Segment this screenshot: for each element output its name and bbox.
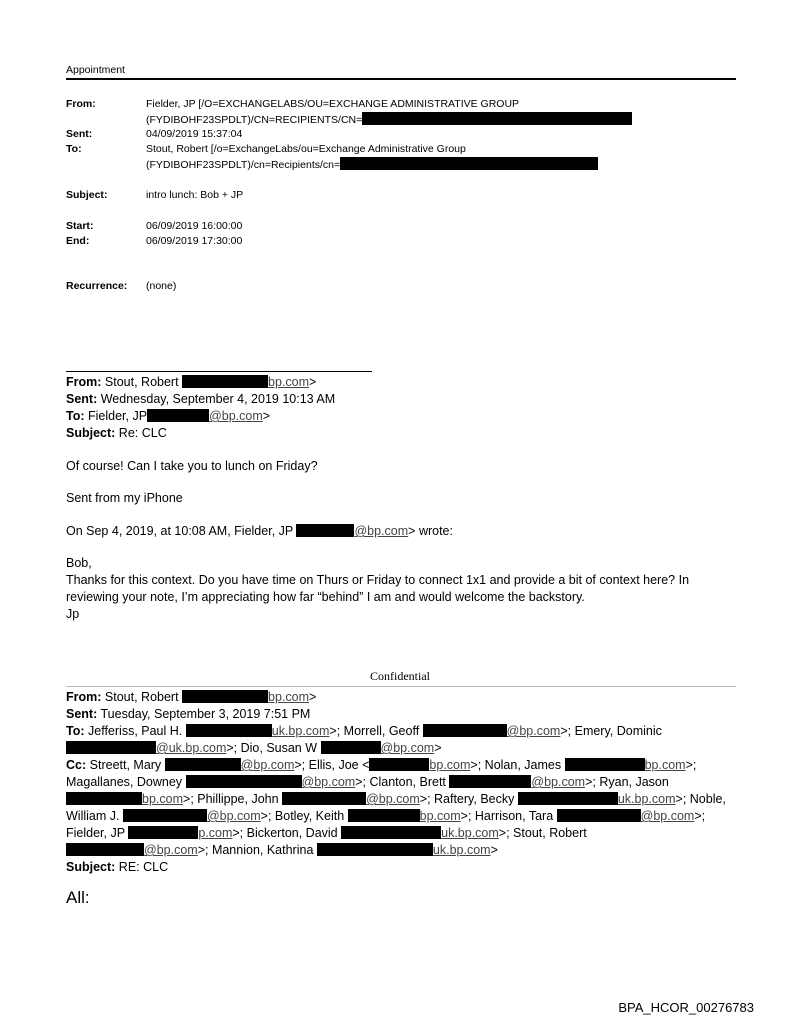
- email1-from: From: Stout, Robert bp.com>: [66, 375, 317, 389]
- redaction-bar: [348, 809, 420, 822]
- end-value: 06/09/2019 17:30:00: [146, 235, 243, 247]
- email2-to-line: To: Jefferiss, Paul H. uk.bp.com>; Morrell, Geoff @bp.com>; Emery, Dominic: [66, 724, 662, 738]
- email1-body-line: Of course! Can I take you to lunch on Friday?: [66, 459, 318, 473]
- redaction-bar: [182, 375, 268, 388]
- from-value-line1: Fielder, JP [/O=EXCHANGELABS/OU=EXCHANGE ADMINISTRATIVE GROUP: [146, 98, 520, 110]
- sent-label: Sent:: [66, 128, 93, 140]
- confidential-label: Confidential: [370, 669, 430, 683]
- subject-value: intro lunch: Bob + JP: [146, 189, 244, 201]
- page-divider: [66, 686, 736, 687]
- end-label: End:: [66, 235, 90, 247]
- redaction-bar: [449, 775, 531, 788]
- redaction-bar: [66, 741, 156, 754]
- recurrence-label: Recurrence:: [66, 280, 128, 292]
- email2-subject: Subject: RE: CLC: [66, 860, 169, 874]
- email2-cc-line: bp.com>; Phillippe, John @bp.com>; Raftery, Becky uk.bp.com>; Noble,: [66, 791, 726, 808]
- start-label: Start:: [66, 220, 94, 232]
- redaction-bar: [362, 112, 632, 125]
- to-value-line2: (FYDIBOHF23SPDLT)/cn=Recipients/cn=: [146, 157, 598, 173]
- email1-subject: Subject: Re: CLC: [66, 426, 167, 440]
- heading-rule: [66, 78, 736, 80]
- email2-cc-line: William J. @bp.com>; Botley, Keith bp.com>; Harrison, Tara @bp.com>;: [66, 809, 706, 823]
- redaction-bar: [147, 409, 209, 422]
- redaction-bar: [165, 758, 241, 771]
- redaction-bar: [123, 809, 207, 822]
- redaction-bar: [369, 758, 429, 771]
- redaction-bar: [282, 792, 366, 805]
- redaction-bar: [317, 843, 433, 856]
- email-separator: [66, 371, 372, 372]
- quoted-greeting: Bob,: [66, 556, 92, 570]
- email2-cc-line: Cc: Streett, Mary @bp.com>; Ellis, Joe < bp.com>; Nolan, James bp.com>;: [66, 758, 697, 772]
- redaction-bar: [186, 724, 272, 737]
- email1-sent: Sent: Wednesday, September 4, 2019 10:13 AM: [66, 392, 336, 406]
- redaction-bar: [341, 826, 441, 839]
- redaction-bar: [186, 775, 302, 788]
- bates-number: BPA_HCOR_00276783: [618, 1000, 754, 1015]
- subject-label: Subject:: [66, 189, 108, 201]
- email1-quote-intro: On Sep 4, 2019, at 10:08 AM, Fielder, JP @bp.com> wrote:: [66, 524, 453, 538]
- email2-cc-line: @bp.com>; Mannion, Kathrina uk.bp.com>: [66, 842, 498, 859]
- redaction-bar: [296, 524, 354, 537]
- quoted-body-line: Thanks for this context. Do you have time on Thurs or Friday to connect 1x1 and provide a bit of context here? In: [66, 573, 690, 587]
- quoted-body-line: reviewing your note, I’m appreciating how far “behind” I am and would welcome the backstory.: [66, 590, 585, 604]
- from-value-line2: (FYDIBOHF23SPDLT)/CN=RECIPIENTS/CN=: [146, 112, 632, 128]
- start-value: 06/09/2019 16:00:00: [146, 220, 243, 232]
- email2-sent: Sent: Tuesday, September 3, 2019 7:51 PM: [66, 707, 311, 721]
- document-heading: Appointment: [66, 64, 125, 76]
- to-value-line1: Stout, Robert [/o=ExchangeLabs/ou=Exchange Administrative Group: [146, 143, 466, 155]
- sent-value: 04/09/2019 15:37:04: [146, 128, 243, 140]
- redaction-bar: [518, 792, 618, 805]
- recurrence-value: (none): [146, 280, 177, 292]
- redaction-bar: [565, 758, 645, 771]
- redaction-bar: [66, 843, 144, 856]
- from-label: From:: [66, 98, 96, 110]
- to-label: To:: [66, 143, 82, 155]
- email2-to-line: @uk.bp.com>; Dio, Susan W @bp.com>: [66, 740, 442, 757]
- email2-from: From: Stout, Robert bp.com>: [66, 690, 317, 704]
- email1-to: To: Fielder, JP @bp.com>: [66, 409, 271, 423]
- redaction-bar: [182, 690, 268, 703]
- redaction-bar: [340, 157, 598, 170]
- redaction-bar: [66, 792, 142, 805]
- redaction-bar: [423, 724, 507, 737]
- redaction-bar: [321, 741, 381, 754]
- email2-greeting: All:: [66, 888, 90, 907]
- email2-cc-line: Fielder, JP p.com>; Bickerton, David uk.bp.com>; Stout, Robert: [66, 826, 587, 840]
- quoted-signoff: Jp: [66, 607, 80, 621]
- email2-cc-line: Magallanes, Downey @bp.com>; Clanton, Brett @bp.com>; Ryan, Jason: [66, 775, 669, 789]
- redaction-bar: [128, 826, 198, 839]
- redaction-bar: [557, 809, 641, 822]
- email1-signature: Sent from my iPhone: [66, 491, 183, 505]
